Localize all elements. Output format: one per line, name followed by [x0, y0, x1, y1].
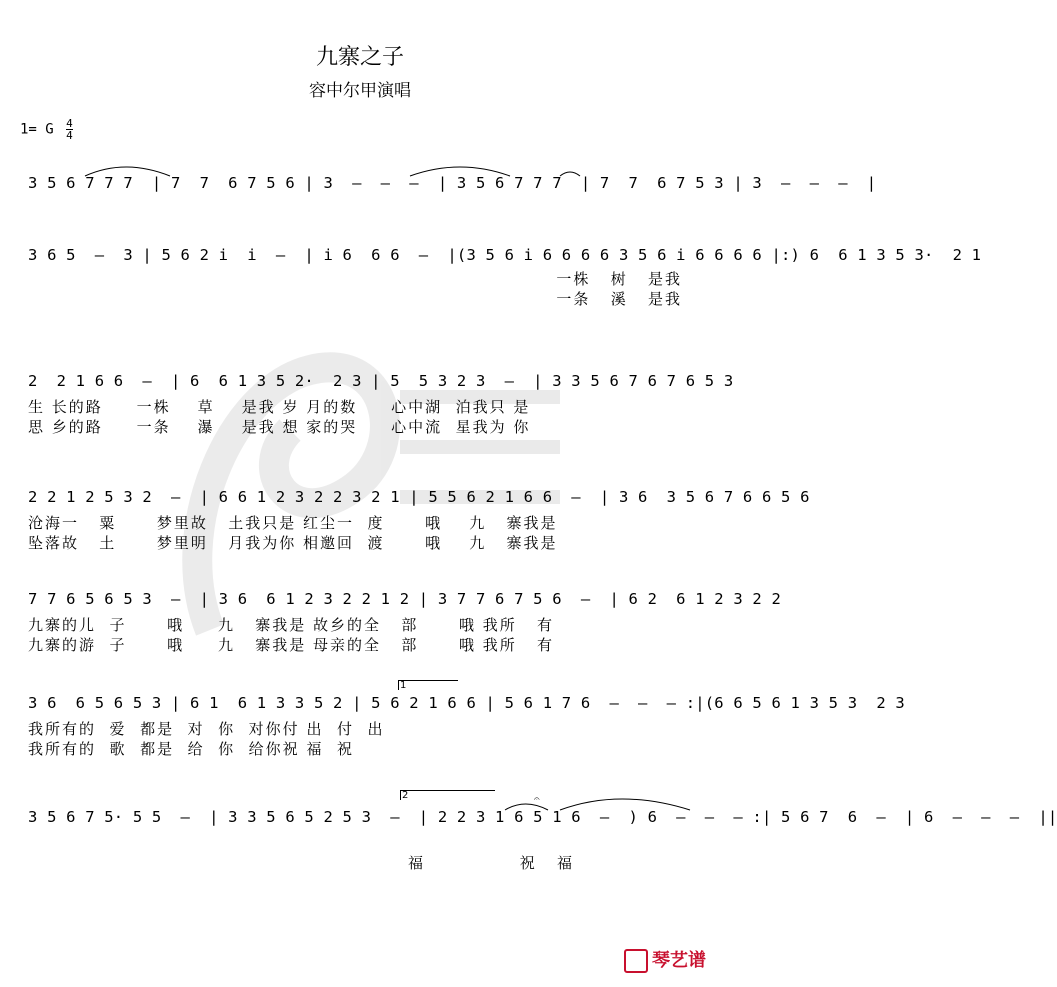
- lyric2-line-5: 九寨的游 子 哦 九 寨我是 母亲的全 部 哦 我所 有: [28, 636, 555, 654]
- notes-line-5: 7 7 6 5 6 5 3 – | 3 6 6 1 2 3 2 2 1 2 | 3 7 7 6 7 5 6 – | 6 2 6 1 2 3 2 2: [28, 590, 782, 608]
- time-numerator: 4: [66, 117, 73, 130]
- notes-line-6: 3 6 6 5 6 5 3 | 6 1 6 1 3 3 5 2 | 5 6 2 1 6 6 | 5 6 1 7 6 – – – :|(6 6 5 6 1 3 5 3 2 3: [28, 694, 905, 712]
- key-label: 1= G: [20, 121, 54, 138]
- lyric2-line-4: 坠落故 土 梦里明 月我为你 相邀回 渡 哦 九 寨我是: [28, 534, 558, 552]
- lyric1-line-5: 九寨的儿 子 哦 九 寨我是 故乡的全 部 哦 我所 有: [28, 616, 555, 634]
- lyric2-line-6: 我所有的 歌 都是 给 你 给你祝 福 祝: [28, 740, 354, 758]
- lyric1-line-4: 沧海一 粟 梦里故 土我只是 红尘一 度 哦 九 寨我是: [28, 514, 558, 532]
- logo-icon: [624, 949, 648, 973]
- lyric1-line-7: 福 祝 福: [408, 854, 575, 872]
- lyric2-line-3: 思 乡的路 一条 瀑 是我 想 家的哭 心中流 星我为 你: [28, 418, 531, 436]
- volta-second: 2: [402, 790, 409, 801]
- time-denominator: 4: [66, 129, 73, 142]
- lyric1-line-2: 一株 树 是我: [556, 270, 682, 288]
- lyric1-line-6: 我所有的 爱 都是 对 你 对你付 出 付 出: [28, 720, 385, 738]
- time-signature: [66, 118, 73, 141]
- notes-line-7: 3 5 6 7 5· 5 5 – | 3 3 5 6 5 2 5 3 – | 2 2 3 1 6 5 1 6 – ) 6 – – – :| 5 6 7 6 – | 6 – – – ||: [28, 808, 1057, 826]
- lyric1-line-3: 生 长的路 一株 草 是我 岁 月的数 心中湖 泊我只 是: [28, 398, 531, 416]
- notes-line-3: 2 2 1 6 6 – | 6 6 1 3 5 2· 2 3 | 5 5 3 2 3 – | 3 3 5 6 7 6 7 6 5 3: [28, 372, 734, 390]
- volta-first: 1: [400, 680, 407, 691]
- song-subtitle: 容中尔甲演唱: [309, 81, 411, 101]
- notes-line-1: 3 5 6 7 7 7 | 7 7 6 7 5 6 | 3 – – – | 3 5 6 7 7 7 | 7 7 6 7 5 3 | 3 – – – |: [28, 174, 877, 192]
- song-title: 九寨之子: [315, 45, 404, 70]
- lyric2-line-2: 一条 溪 是我: [556, 290, 682, 308]
- notes-line-4: 2 2 1 2 5 3 2 – | 6 6 1 2 3 2 2 3 2 1 | 5 5 6 2 1 6 6 – | 3 6 3 5 6 7 6 6 5 6: [28, 488, 810, 506]
- site-logo: 琴艺谱: [624, 946, 706, 973]
- key-signature: [20, 118, 73, 141]
- svg-text:𝄐: 𝄐: [534, 794, 540, 805]
- notes-line-2: 3 6 5 – 3 | 5 6 2 i i – | i 6 6 6 – |(3 5 6 i 6 6 6 6 3 5 6 i 6 6 6 6 |:) 6 6 1 3 5 3· 2 1: [28, 246, 982, 264]
